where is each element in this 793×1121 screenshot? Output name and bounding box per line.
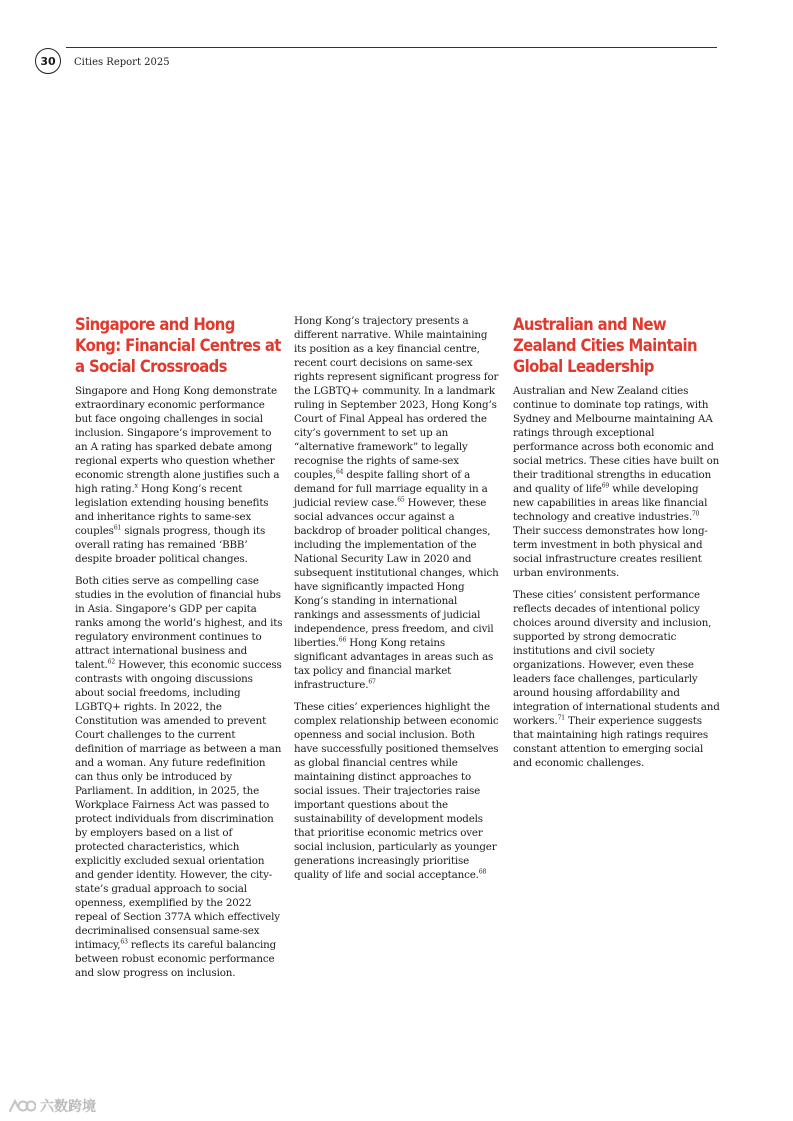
footnote-ref: 65 xyxy=(397,496,405,504)
column-3 xyxy=(513,314,721,778)
footnote-ref: 68 xyxy=(478,868,487,876)
paragraph: These cities’ experiences highlight the complex relationship between economic openness and social inclusion. Both have successfully positioned themselves as global financial centres while maintaining distinct approaches to social issues. Their trajectories raise important questions about the sustainability of development models that prioritise economic metrics over social inclusion, particularly as younger generations increasingly prioritise quality of life and social acceptance.$^{68}$ xyxy=(294,701,499,881)
paragraph: These cities’ consistent performance reflects decades of intentional policy choices around diversity and inclusion, supported by strong democratic institutions and civil society organizations. However, even these leaders face challenges, particularly around housing affordability and integration of international students and workers.$^{71}$ Their experience suggests that maintaining high ratings requires constant attention to emerging social and economic challenges. xyxy=(513,589,720,769)
watermark xyxy=(8,1096,96,1116)
brand-logo-icon xyxy=(8,1098,36,1114)
footnote-ref: 64 xyxy=(335,468,344,476)
paragraph: Singapore and Hong Kong demonstrate extraordinary economic performance but face ongoing challenges in social inclusion. Singapore’s improvement to an A rating has sparked debate among regional experts who question whether economic strength alone justifies such a high rating.$^x$ Hong Kong’s recent legislation extending housing benefits and inheritance rights to same-sex couples$^{61}$ signals progress, though its overall rating has remained ‘BBB’ despite broader political changes. xyxy=(75,385,280,565)
footnote-ref: x xyxy=(134,482,138,490)
footnote-ref: 61 xyxy=(113,524,122,532)
header-rule xyxy=(66,47,717,48)
watermark-text: 六数跨境 xyxy=(40,1099,96,1115)
footnote-ref: 71 xyxy=(557,714,565,722)
page-number-badge: 30 xyxy=(35,48,61,74)
footnote-ref: 63 xyxy=(120,938,128,946)
section-heading-australia-new-zealand: Australian and New Zealand Cities Maintain Global Leadership xyxy=(513,315,697,376)
paragraph: Both cities serve as compelling case studies in the evolution of financial hubs in Asia. Singapore’s GDP per capita ranks among the world’s highest, and its regulatory environment continues to attract international business and talent.$^{62}$ However, this economic success contrasts with ongoing discussions about social freedoms, including LGBTQ+ rights. In 2022, the Constitution was amended to prevent Court challenges to the current definition of marriage as between a man and a woman. Any future redefinition can thus only be introduced by Parliament. In addition, in 2025, the Workplace Fairness Act was passed to protect individuals from discrimination by employers based on a list of protected characteristics, which explicitly excluded sexual orientation and gender identity. However, the city-state’s gradual approach to social openness, exemplified by the 2022 repeal of Section 377A which effectively decriminalised consensual same-sex intimacy,$^{63}$ reflects its careful balancing between robust economic performance and slow progress on inclusion. xyxy=(75,575,283,979)
footnote-ref: 69 xyxy=(601,482,610,490)
running-title: Cities Report 2025 xyxy=(74,57,170,68)
paragraph: Hong Kong’s trajectory presents a different narrative. While maintaining its position as a key financial centre, recent court decisions on same-sex rights represent significant progress for the LGBTQ+ community. In a landmark ruling in September 2023, Hong Kong’s Court of Final Appeal has ordered the city’s government to set up an “alternative framework” to legally recognise the rights of same-sex couples,$^{64}$ despite falling short of a demand for full marriage equality in a judicial review case.$^{65}$ However, these social advances occur against a backdrop of broader political changes, including the implementation of the National Security Law in 2020 and subsequent institutional changes, which have significantly impacted Hong Kong’s standing in international rankings and assessments of judicial independence, press freedom, and civil liberties.$^{66}$ Hong Kong retains significant advantages in areas such as tax policy and financial market infrastructure.$^{67}$ xyxy=(294,315,499,691)
section-heading-singapore-hong-kong: Singapore and Hong Kong: Financial Centres at a Social Crossroads xyxy=(75,315,281,376)
paragraph: Australian and New Zealand cities continue to dominate top ratings, with Sydney and Melbourne maintaining AA ratings through exceptional performance across both economic and social metrics. These cities have built on their traditional strengths in education and quality of life$^{69}$ while developing new capabilities in areas like financial technology and creative industries.$^{70}$ Their success demonstrates how long-term investment in both physical and social infrastructure creates resilient urban environments. xyxy=(513,385,720,579)
footnote-ref: 66 xyxy=(338,636,347,644)
footnote-ref: 62 xyxy=(107,658,116,666)
column-2 xyxy=(294,314,500,890)
footnote-ref: 67 xyxy=(368,678,376,686)
column-1 xyxy=(75,314,283,988)
footnote-ref: 70 xyxy=(692,510,700,518)
